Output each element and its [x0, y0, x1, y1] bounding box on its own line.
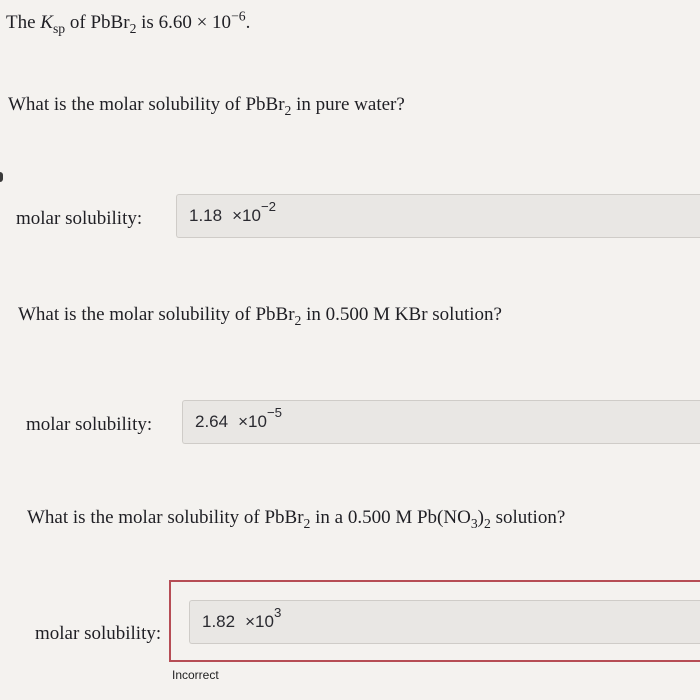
question-2: What is the molar solubility of PbBr$_2$ in 0.500 M KBr solution? — [18, 304, 502, 328]
answer-3-label: molar solubility: — [35, 623, 162, 644]
ksp-value: 6.60 × 10 — [158, 12, 232, 33]
answer-2-label: molar solubility: — [26, 414, 153, 435]
answer-1-label: molar solubility: — [16, 208, 143, 229]
left-edge-marker — [0, 172, 3, 182]
incorrect-feedback: Incorrect — [172, 668, 219, 682]
ksp-statement: The $K_{sp}$ of PbBr$_2$ is $6.60 \times 10^{-6}$. — [6, 8, 251, 36]
answer-2-value: $2.64 \times 10^{-5}$ — [195, 405, 283, 431]
answer-1-value: $1.18 \times 10^{-2}$ — [189, 199, 277, 225]
question-3: What is the molar solubility of PbBr$_2$ in a 0.500 M $Pb(NO_3)_2$ solution? — [27, 507, 566, 531]
ksp-symbol: K — [40, 12, 53, 33]
question-1: What is the molar solubility of PbBr$_2$ in pure water? — [8, 94, 405, 118]
answer-3-value: $1.82 \times 10^3$ — [202, 605, 282, 631]
